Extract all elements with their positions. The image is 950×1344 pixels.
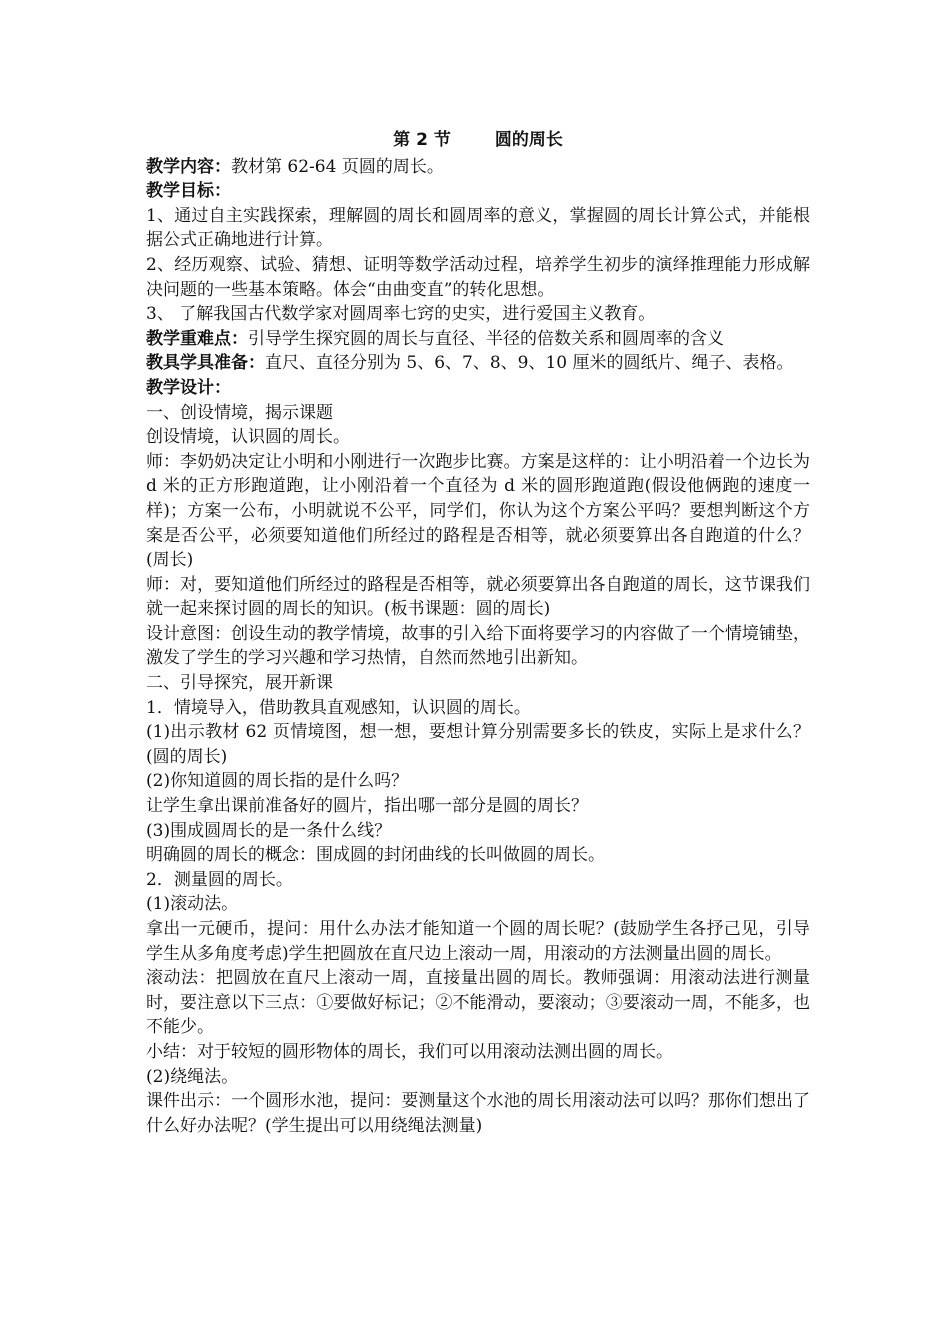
design-paragraph: 2．测量圆的周长。: [146, 869, 293, 890]
design-label: 教学设计：: [146, 377, 231, 398]
goal-item: 2、经历观察、试验、猜想、证明等数学活动过程，培养学生初步的演绎推理能力形成解决问题的一些基本策略。体会“由曲变直”的转化思想。: [146, 254, 810, 300]
goals-label: 教学目标：: [146, 181, 231, 202]
materials-line: [146, 351, 810, 376]
content-line: [146, 155, 810, 180]
content-label: 教学内容：: [146, 156, 231, 177]
design-paragraph: 创设情境，认识圆的周长。: [146, 427, 350, 448]
materials-label: 教具学具准备：: [146, 353, 265, 374]
design-paragraph: 小结：对于较短的圆形物体的周长，我们可以用滚动法测出圆的周长。: [146, 1041, 673, 1062]
design-paragraph: 滚动法：把圆放在直尺上滚动一周，直接量出圆的周长。教师强调：用滚动法进行测量时，要注意以下三点：①要做好标记；②不能滑动，要滚动；③要滚动一周，不能多，也不能少。: [146, 968, 810, 1038]
design-paragraph: 设计意图：创设生动的教学情境，故事的引入给下面将要学习的内容做了一个情境铺垫，激发了学生的学习兴趣和学习热情，自然而然地引出新知。: [146, 623, 810, 669]
design-paragraph: 让学生拿出课前准备好的圆片，指出哪一部分是圆的周长？: [146, 796, 588, 817]
key-points-text: 引导学生探究圆的周长与直径、半径的倍数关系和圆周率的含义: [248, 328, 724, 349]
design-paragraph: 课件出示：一个圆形水池，提问：要测量这个水池的周长用滚动法可以吗？那你们想出了什么好办法呢？(学生提出可以用绕绳法测量): [146, 1091, 810, 1136]
page-title: [146, 128, 810, 153]
goal-item: 3、 了解我国古代数学家对圆周率七窍的史实，进行爱国主义教育。: [146, 304, 656, 325]
section-number: 第 2 节: [393, 130, 451, 150]
design-paragraph: (1)滚动法。: [146, 894, 239, 915]
key-points-line: [146, 327, 810, 352]
design-paragraph: 二、引导探究，展开新课: [146, 673, 333, 694]
document-page: [146, 128, 810, 1138]
design-paragraph: (3)围成圆周长的是一条什么线？: [146, 820, 392, 841]
materials-text: 直尺、直径分别为 5、6、7、8、9、10 厘米的圆纸片、绳子、表格。: [265, 353, 794, 374]
design-paragraph: 一、创设情境，揭示课题: [146, 402, 333, 423]
design-paragraph: 1．情境导入，借助教具直观感知，认识圆的周长。: [146, 697, 531, 718]
section-name: 圆的周长: [494, 130, 563, 150]
design-paragraph: (1)出示教材 62 页情境图，想一想，要想计算分别需要多长的铁皮，实际上是求什么？(圆的周长): [146, 722, 810, 767]
design-paragraph: (2)你知道圆的周长指的是什么吗？: [146, 771, 409, 792]
content-text: 教材第 62-64 页圆的周长。: [231, 156, 444, 177]
key-points-label: 教学重难点：: [146, 328, 248, 349]
design-paragraph: 拿出一元硬币，提问：用什么办法才能知道一个圆的周长呢？(鼓励学生各抒己见，引导学生从多角度考虑)学生把圆放在直尺边上滚动一周，用滚动的方法测量出圆的周长。: [146, 919, 810, 964]
design-paragraph: (2)绕绳法。: [146, 1066, 239, 1087]
design-paragraph: 师：李奶奶决定让小明和小刚进行一次跑步比赛。方案是这样的：让小明沿着一个边长为 d 米的正方形跑道跑，让小刚沿着一个直径为 d 米的圆形跑道跑(假设他俩跑的速度一样)；方案一公布，小明就说不公平，同学们，你认为这个方案公平吗？要想判断这个方案是否公平，必须要知道他们所经过的路程是否相等，就必须要算出各自跑道的什么？(周长): [146, 451, 810, 571]
design-paragraph: 明确圆的周长的概念：围成圆的封闭曲线的长叫做圆的周长。: [146, 845, 605, 866]
design-paragraph: 师：对，要知道他们所经过的路程是否相等，就必须要算出各自跑道的周长，这节课我们就一起来探讨圆的周长的知识。(板书课题：圆的周长): [146, 574, 810, 620]
goal-item: 1、通过自主实践探索，理解圆的周长和圆周率的意义，掌握圆的周长计算公式，并能根据公式正确地进行计算。: [146, 205, 810, 251]
